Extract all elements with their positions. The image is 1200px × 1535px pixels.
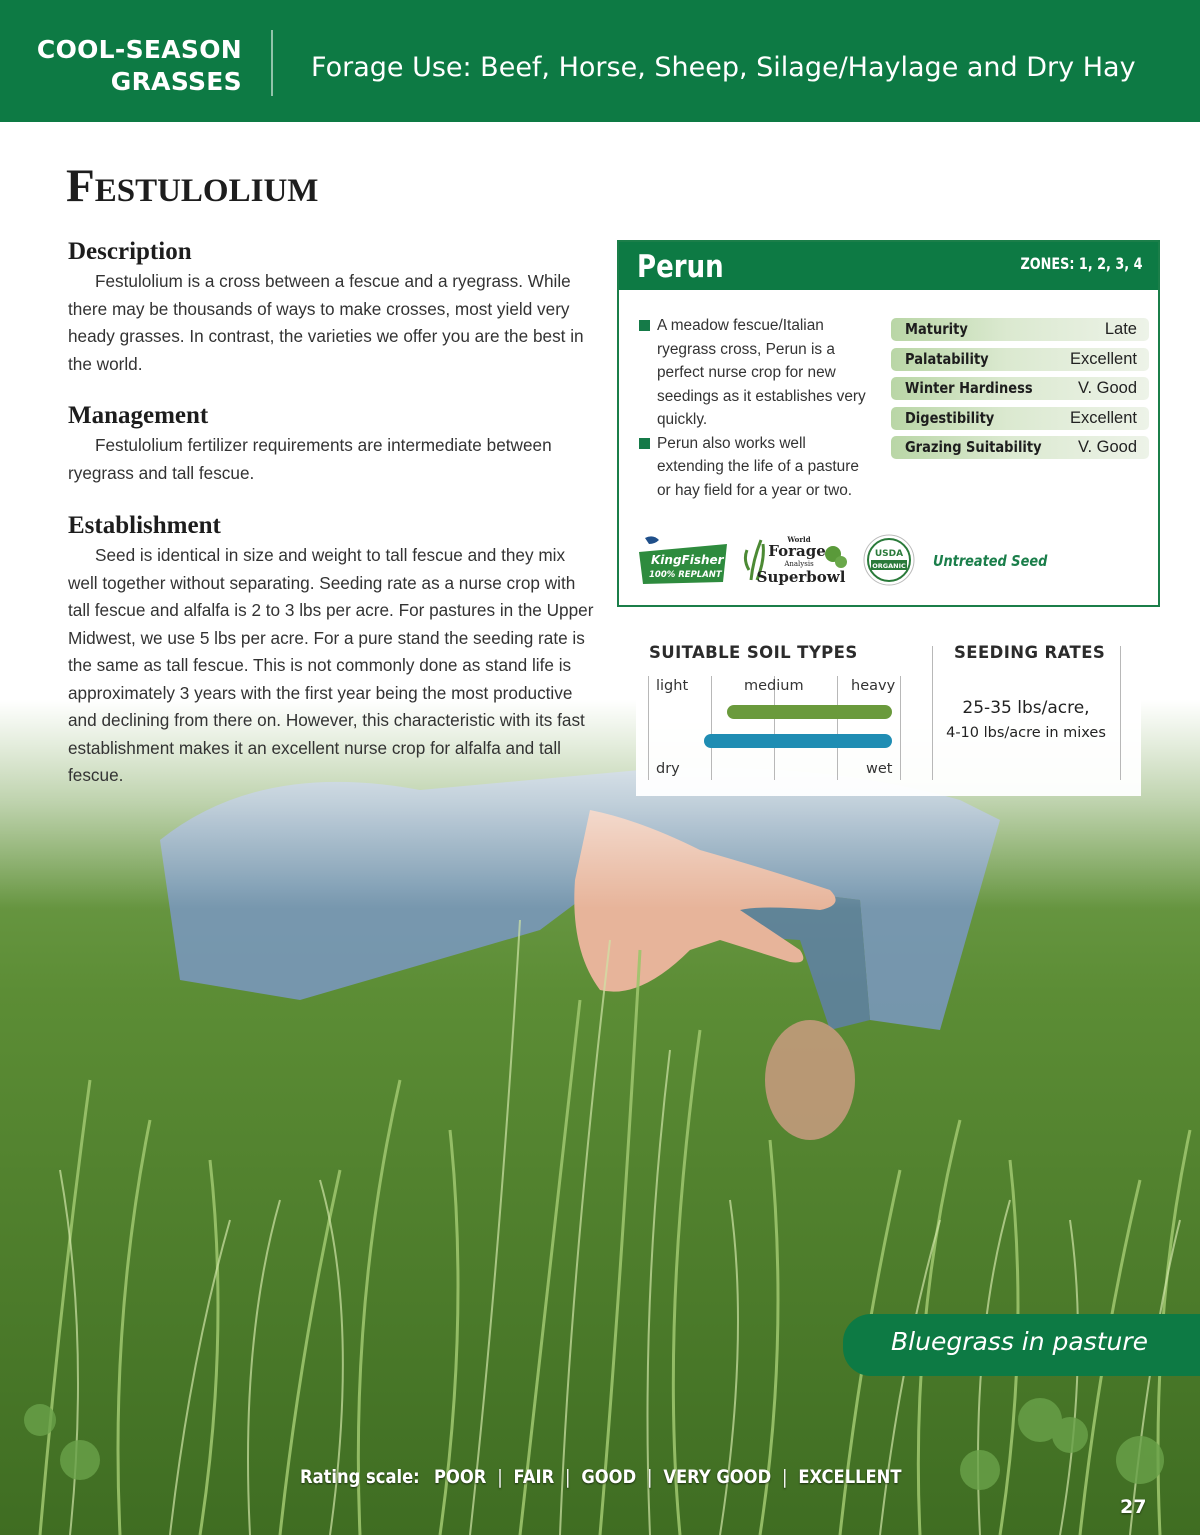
soil-moisture-bar [704, 734, 892, 748]
kingfisher-text: KingFisher [651, 553, 724, 567]
usda-line1: USDA [874, 549, 904, 559]
soil-texture-bar [727, 705, 892, 719]
seeding-rates-title: SEEDING RATES [954, 643, 1106, 662]
soil-wet-label: wet [866, 761, 893, 777]
management-body: Festulolium fertilizer requirements are intermediate between ryegrass and tall fescue. [68, 435, 552, 483]
soil-types-title: SUITABLE SOIL TYPES [649, 643, 858, 662]
panel-divider [1120, 646, 1121, 780]
usda-line2: ORGANIC [872, 562, 906, 570]
rating-value: Late [1104, 320, 1137, 338]
rating-row [891, 436, 1149, 459]
section-label [37, 34, 242, 98]
product-zones: ZONES: 1, 2, 3, 4 [1020, 254, 1142, 273]
forage-superbowl-logo-icon [741, 530, 853, 590]
rating-level: GOOD [581, 1466, 637, 1488]
product-name: Perun [637, 249, 724, 285]
description-heading: Description [68, 238, 192, 265]
rating-label: Palatability [905, 349, 989, 368]
bullet-item [639, 432, 875, 503]
rating-row [891, 348, 1149, 371]
rating-level: FAIR [513, 1466, 555, 1488]
seeding-rate-mixes: 4-10 lbs/acre in mixes [946, 725, 1106, 741]
rating-level: VERY GOOD [663, 1466, 772, 1488]
rating-label: Winter Hardiness [905, 379, 1033, 397]
rating-row [891, 407, 1149, 430]
product-card [617, 240, 1160, 607]
usda-organic-seal-icon [863, 534, 915, 586]
rating-scale-label: Rating scale: [300, 1466, 420, 1488]
bullet-square-icon [639, 320, 650, 331]
ratings-table [891, 318, 1149, 466]
bullet-item [639, 314, 875, 432]
kingfisher-sub-text: 100% REPLANT [649, 570, 722, 580]
header-divider [271, 30, 273, 96]
rating-value: Excellent [1070, 349, 1137, 368]
bullet-text: Perun also works well extending the life of a pasture or hay field for a year or two. [657, 434, 859, 499]
rating-value: Excellent [1070, 408, 1137, 427]
soil-medium-label: medium [744, 678, 804, 694]
rating-row [891, 318, 1149, 341]
soil-scale-line [900, 676, 901, 780]
wf-line2: Forage [768, 542, 826, 560]
product-bullets [639, 314, 875, 502]
section-label-line1: COOL-SEASON [36, 35, 242, 64]
rating-separator: | [565, 1466, 571, 1488]
bullet-square-icon [639, 438, 650, 449]
description-section [68, 236, 596, 378]
rating-label: Maturity [905, 320, 968, 338]
page-title: Festulolium [66, 160, 319, 212]
management-section [68, 400, 596, 487]
rating-row [891, 377, 1149, 400]
wf-line1: World [787, 535, 811, 544]
pasture-photo [0, 700, 1200, 1535]
soil-seeding-panel [636, 628, 1141, 796]
wf-line3: Analysis [784, 560, 814, 568]
wf-line4: Superbowl [756, 568, 846, 586]
soil-scale-line [648, 676, 649, 780]
rating-label: Digestibility [905, 408, 995, 427]
rating-level: POOR [433, 1466, 487, 1488]
rating-value: V. Good [1077, 379, 1137, 397]
establishment-body: Seed is identical in size and weight to tall fescue and they mix well together without separating. Seeding rate as a nurse crop with tall fescue and alfalfa is 2 to 3 lbs per acre. For pastures in the Upper Midwest, we use 5 lbs per acre. For a pure stand the seeding rate is the same as tall fescue. This is not commonly done as stand life is approximately 3 years with the first year being the most productive and declining from there on. However, this characteristic with its fast establishment makes it an excellent nurse crop for alfalfa and tall fescue. [68, 545, 594, 785]
bullet-text: A meadow fescue/Italian ryegrass cross, Perun is a perfect nurse crop for new seedings as it establishes very quickly. [657, 317, 866, 428]
rating-separator: | [782, 1466, 788, 1488]
soil-dry-label: dry [656, 761, 680, 777]
soil-heavy-label: heavy [851, 678, 896, 694]
rating-value: V. Good [1077, 438, 1137, 456]
untreated-seed-label: Untreated Seed [933, 552, 1048, 570]
section-label-line2: GRASSES [110, 67, 242, 96]
product-card-header [619, 242, 1158, 290]
forage-use: Forage Use: Beef, Horse, Sheep, Silage/Haylage and Dry Hay [311, 52, 1136, 83]
photo-caption: Bluegrass in pasture [891, 1327, 1149, 1356]
page-number: 27 [1120, 1496, 1147, 1518]
description-body: Festulolium is a cross between a fescue and a ryegrass. While there may be thousands of ways to make crosses, most yield very heady grasses. In contrast, the varieties we offer you are the best in the world. [68, 271, 584, 374]
certification-logos [637, 530, 1137, 590]
soil-scale-line [711, 676, 712, 780]
management-heading: Management [68, 402, 209, 429]
establishment-heading: Establishment [68, 512, 221, 539]
photo-caption-tab [843, 1314, 1200, 1376]
rating-separator: | [646, 1466, 653, 1488]
kingfisher-logo-icon [637, 534, 729, 586]
rating-level: EXCELLENT [798, 1466, 902, 1488]
seeding-rate-main: 25-35 lbs/acre, [962, 698, 1090, 718]
establishment-section [68, 510, 596, 790]
soil-scale-line [837, 676, 838, 780]
rating-separator: | [497, 1466, 503, 1488]
soil-light-label: light [656, 678, 689, 694]
panel-divider [932, 646, 933, 780]
header-band [0, 0, 1200, 122]
rating-scale [300, 1466, 902, 1488]
rating-label: Grazing Suitability [905, 438, 1042, 456]
